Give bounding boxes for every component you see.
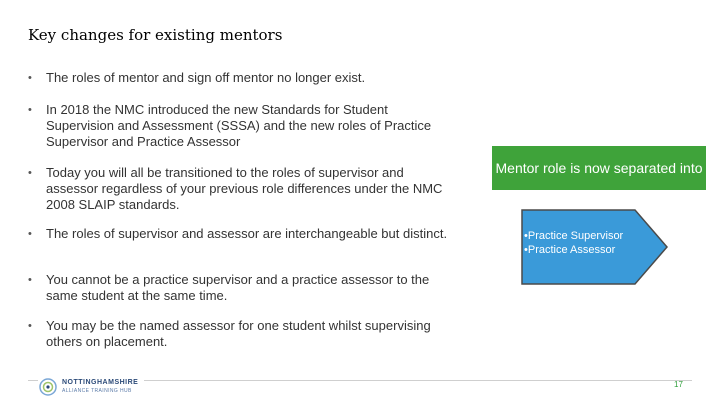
bullet-item [28, 318, 448, 350]
bullet-text: The roles of mentor and sign off mentor no longer exist. [46, 70, 366, 85]
arrow-item: •Practice Assessor [524, 244, 616, 256]
slide-title: Key changes for existing mentors [28, 26, 283, 44]
logo-emblem-icon [38, 377, 58, 397]
bullet-item [28, 272, 448, 304]
bullet-text: You may be the named assessor for one student whilst supervising others on placement. [46, 318, 431, 349]
org-logo [38, 376, 144, 398]
page-number: 17 [674, 380, 683, 389]
arrow-list [524, 229, 623, 257]
bullet-text: In 2018 the NMC introduced the new Standards for Student Supervision and Assessment (SSSA) and the new roles of Practice Supervisor and Practice Assessor [46, 102, 432, 149]
logo-line-1: NOTTINGHAMSHIRE [62, 379, 139, 386]
bullet-marker: • [28, 274, 32, 286]
bullet-text: Today you will all be transitioned to the roles of supervisor and assessor regardless of your previous role differences under the NMC 2008 SLAIP standards. [46, 165, 443, 212]
bullet-marker: • [28, 72, 32, 84]
bullet-text: The roles of supervisor and assessor are interchangeable but distinct. [46, 226, 448, 241]
bullet-item [28, 165, 448, 213]
bullet-text: You cannot be a practice supervisor and a practice assessor to the same student at the same time. [46, 272, 430, 303]
bullet-marker: • [28, 167, 32, 179]
bullet-marker: • [28, 228, 32, 240]
callout-text: Mentor role is now separated into [495, 159, 703, 176]
arrow-item: •Practice Supervisor [524, 230, 624, 242]
bullet-marker: • [28, 320, 32, 332]
logo-line-2: ALLIANCE TRAINING HUB [62, 388, 132, 394]
callout-box [492, 146, 706, 190]
bullet-item [28, 70, 448, 86]
bullet-item [28, 226, 448, 242]
bullet-marker: • [28, 104, 32, 116]
bullet-item [28, 102, 448, 150]
